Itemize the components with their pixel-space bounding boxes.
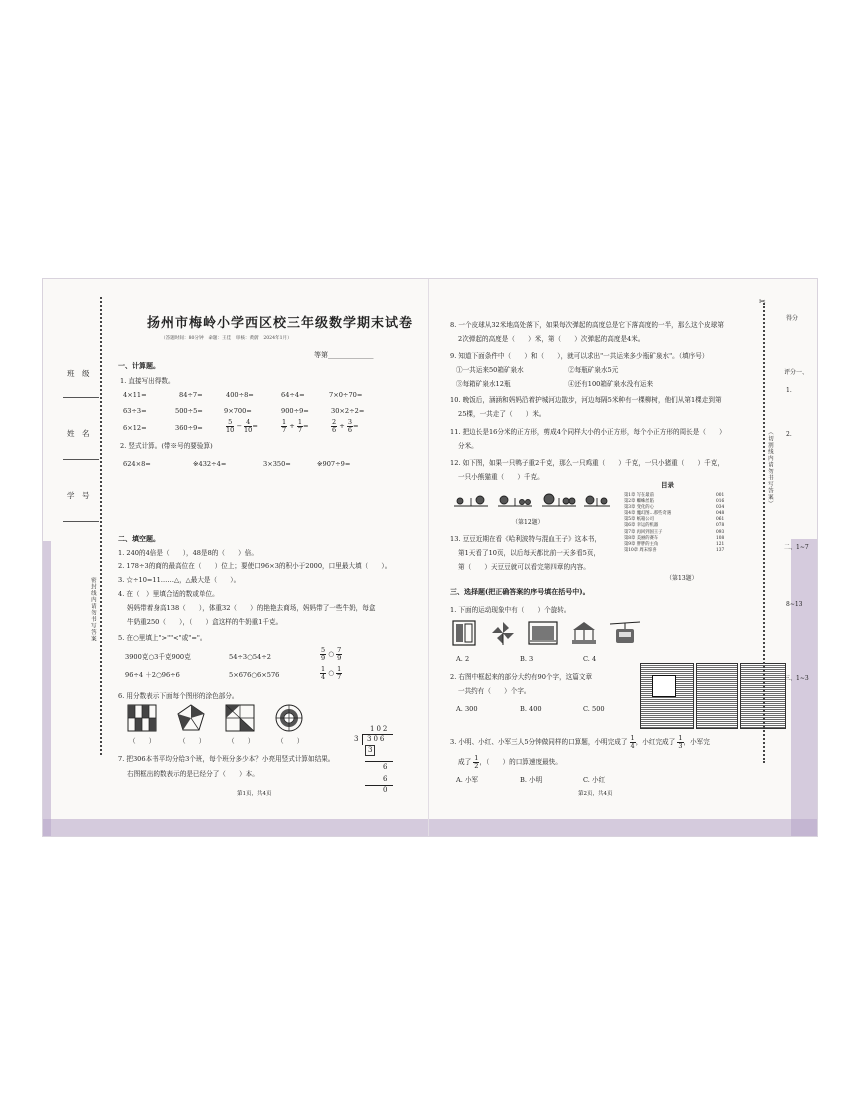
caption-q13: （第13题）: [666, 575, 698, 582]
cut-dotted-line: [763, 303, 765, 763]
vertical-calc-item: ※907÷9=: [317, 460, 351, 468]
caption-q12: （第12题）: [512, 519, 544, 526]
fill-q2: 2. 178÷3的商的最高位在（ ）位上；要使口96×3的积小于2000，口里最大填（ ）。: [118, 562, 392, 570]
drawer-figure: [528, 621, 558, 645]
vertical-calc-item: 3×350=: [263, 460, 291, 468]
class-label: 班 级: [67, 369, 90, 378]
frac-calc: $\frac{2}{6}$ + $\frac{3}{6}$ =: [332, 418, 359, 434]
calc-item: 64÷4=: [281, 391, 305, 399]
choice-option: A. 2: [456, 655, 470, 663]
exam-subtitle: （答题时间：80分钟 命题：王佳 审核：黄蔚 2024年1月）: [161, 336, 292, 341]
score-row: 评分一、: [784, 369, 809, 376]
q9-option: ③每箱矿泉水12瓶: [456, 380, 511, 388]
fill-q6: 6. 用分数表示下面每个图形的涂色部分。: [118, 692, 239, 700]
page-number: 第2页，共4页: [578, 791, 613, 797]
name-label: 姓 名: [67, 429, 90, 438]
frac-calc: $\frac{1}{7}$ + $\frac{1}{7}$ =: [282, 418, 309, 434]
pentagon-shaded-figure: [176, 703, 206, 733]
score-row: 1.: [786, 387, 792, 394]
fill-q10: 10. 晚饭后，涵涵和妈妈沿着护城河边散步，河边每隔5米种有一棵柳树，他们从第1棵走到第: [450, 396, 722, 404]
answer-blank: （ ）: [179, 737, 206, 745]
compare-item: 54÷3○54÷2: [229, 653, 271, 661]
fill-q5: 5. 在○里填上">""<"或"="。: [118, 634, 207, 642]
compare-item: 3900克○3千克900克: [125, 653, 191, 661]
circle-shaded-figure: [274, 703, 304, 733]
calc-item: 30×2÷2=: [331, 407, 365, 415]
compare-item: 96÷4 ＋2○96÷6: [125, 671, 180, 679]
exam-scan: [43, 279, 817, 836]
toc-pages: 001 016 034 048 061 078 093 108 121 137: [716, 493, 725, 553]
vertical-calc-item: 624×8=: [123, 460, 151, 468]
fill-q9: 9. 知道下面条件中（ ）和（ ），就可以求出"一共运来多少瓶矿泉水"。（填序号）: [450, 352, 709, 360]
score-row: 三、1~3: [784, 675, 809, 682]
sec2-heading: 二、填空题。: [118, 534, 160, 543]
exam-title: 扬州市梅岭小学西区校三年级数学期末试卷: [147, 316, 414, 331]
fill-q13: 13. 豆豆近期在看《哈利波特与混血王子》这本书，: [450, 535, 602, 543]
fill-q13-line2: 第1天看了10页，以后每天都比前一天多看5页，: [458, 549, 601, 557]
calc-item: 400÷8=: [226, 391, 254, 399]
fill-q4: 4. 在（ ）里填合适的数或单位。: [118, 590, 219, 598]
compare-frac: $\frac{5}{9}$ ○ $\frac{7}{9}$: [321, 646, 342, 662]
compare-frac: $\frac{1}{4}$ ○ $\frac{1}{7}$: [321, 665, 342, 681]
choice-q2-line2: 一共约有（ ）个字。: [458, 687, 531, 695]
choice-q3-line2: 成了 $\frac{1}{2}$ ，（ ）的口算速度最快。: [458, 754, 562, 770]
fill-q12-line2: 一只小熊猫重（ ）千克。: [458, 473, 544, 481]
choice-option: B. 400: [520, 705, 542, 713]
fill-q8: 8. 一个皮球从32米地高处落下，如果每次弹起的高度总是它下落高度的一半，那么这个皮球第: [450, 321, 724, 329]
fill-q7: 7. 把306本书平均分给3个班，每个班分多少本？小亮用竖式计算如结果。: [118, 755, 335, 763]
q9-option: ②每瓶矿泉水5元: [568, 366, 619, 374]
choice-option: C. 小红: [583, 776, 606, 784]
toc-list: 第1章 写在最前 第2章 蜘蛛丝陷 第3章 变化的心 第4章 魔幻图…那些奇遇 第5章 纸箱公司 第6章 幸运的机器 第7章 再回到国王子 第8章 美丽的赛车 第9章 胖胖的主角 第10章 周末惊喜: [624, 493, 672, 553]
calc-item: 360÷9=: [175, 424, 203, 432]
fill-q10-line2: 25棵，一共走了（ ）米。: [458, 410, 546, 418]
answer-blank: （ ）: [129, 737, 156, 745]
page-one: [43, 279, 428, 836]
calc-item: 4×11=: [123, 391, 147, 399]
framed-part: [652, 675, 676, 697]
sec1-q2: 2. 竖式计算。(带※号的要验算): [120, 442, 213, 450]
fill-q1: 1. 240的4倍是（ ），48是8的（ ）倍。: [118, 549, 258, 557]
seal-note: 密封线内请勿书写答案: [89, 577, 96, 642]
sec3-heading: 三、选择题(把正确答案的序号填在括号中)。: [450, 587, 590, 596]
score-label: 得分: [786, 315, 799, 322]
sec1-q1: 1. 直接写出得数。: [120, 377, 175, 385]
toc-title: 目录: [661, 481, 674, 489]
score-row: 二、1~7: [784, 544, 809, 551]
article-text-figure: [696, 663, 738, 729]
id-label: 学 号: [67, 491, 90, 500]
sec1-heading: 一、计算题。: [118, 361, 160, 370]
choice-q2: 2. 右图中框起来的部分大约有90个字，这篇文章: [450, 673, 593, 681]
choice-option: A. 小军: [456, 776, 479, 784]
scissor-icon: ✂: [759, 297, 766, 306]
choice-option: C. 4: [583, 655, 597, 663]
fill-q4-line2: 妈妈带着身高138（ ），体重32（ ）的艳艳去商场，妈妈带了一些牛奶，每盒: [127, 604, 376, 612]
score-row: 2.: [786, 431, 792, 438]
fill-q4-line3: 牛奶重250（ ），（ ）盒这样的牛奶重1千克。: [127, 618, 283, 626]
choice-option: A. 300: [456, 705, 478, 713]
choice-option: B. 3: [520, 655, 534, 663]
choice-q1: 1. 下面的运动现象中有（ ）个旋转。: [450, 606, 571, 614]
grade-label: 等第_____________: [314, 351, 374, 359]
calc-item: 7×0÷70=: [329, 391, 363, 399]
fill-q3: 3. ☆÷10=11……△，△最大是（ ）。: [118, 576, 241, 584]
compare-item: 5×676○6×576: [229, 671, 280, 679]
cable-car-figure: [610, 620, 640, 646]
fill-q11: 11. 把边长是16分米的正方形，剪成4个同样大小的小正方形，每个小正方形的周长是（ ）: [450, 428, 726, 436]
calc-item: 9×700=: [224, 407, 252, 415]
calc-item: 63÷3=: [123, 407, 147, 415]
choice-option: C. 500: [583, 705, 605, 713]
frac-calc: $\frac{5}{10}$ − $\frac{4}{10}$ =: [226, 418, 258, 434]
carousel-figure: [570, 620, 598, 646]
choice-option: B. 小明: [520, 776, 543, 784]
fill-q12: 12. 如下图，如果一只鸭子重2千克，那么一只鸡重（ ）千克，一只小猪重（ ）千克，: [450, 459, 724, 467]
fill-q13-line3: 第（ ）天豆豆就可以看完第四章的内容。: [458, 563, 590, 571]
fill-q8-line2: 2次弹起的高度是（ ）米，第（ ）次弹起的高度是4米。: [458, 335, 645, 343]
binding-dotted-line: [100, 297, 102, 755]
cut-note: （切割线内请勿书写答案）: [766, 429, 773, 507]
choice-q3: 3. 小明、小红、小军三人5分钟做同样的口算题，小明完成了 $\frac{1}{4}$ ，小红完成了 $\frac{1}{3}$ ，小军完: [450, 734, 710, 750]
calc-item: 500÷5=: [175, 407, 203, 415]
calc-item: 900÷9=: [281, 407, 309, 415]
grid-shaded-figure: [127, 704, 157, 732]
vertical-calc-item: ※432÷4=: [193, 460, 227, 468]
pinwheel-figure: [490, 620, 516, 646]
calc-item: 84÷7=: [179, 391, 203, 399]
q9-option: ①一共运来50箱矿泉水: [456, 366, 524, 374]
score-row: 8~13: [786, 601, 803, 608]
answer-blank: （ ）: [228, 737, 255, 745]
fill-q7-line2: 右图框出的数表示的是已经分了（ ）本。: [127, 770, 259, 778]
calc-item: 6×12=: [123, 424, 147, 432]
page-two: [428, 279, 817, 836]
long-division: 102 3 306 3 6 6 0: [353, 725, 403, 795]
answer-blank: （ ）: [277, 737, 304, 745]
balance-scales-figure: [452, 486, 612, 510]
window-figure: [452, 620, 476, 646]
fill-q11-line2: 分米。: [458, 442, 478, 450]
page-number: 第1页，共4页: [237, 791, 272, 797]
q9-option: ④还有100箱矿泉水没有运来: [568, 380, 654, 388]
square-shaded-figure: [225, 704, 255, 732]
